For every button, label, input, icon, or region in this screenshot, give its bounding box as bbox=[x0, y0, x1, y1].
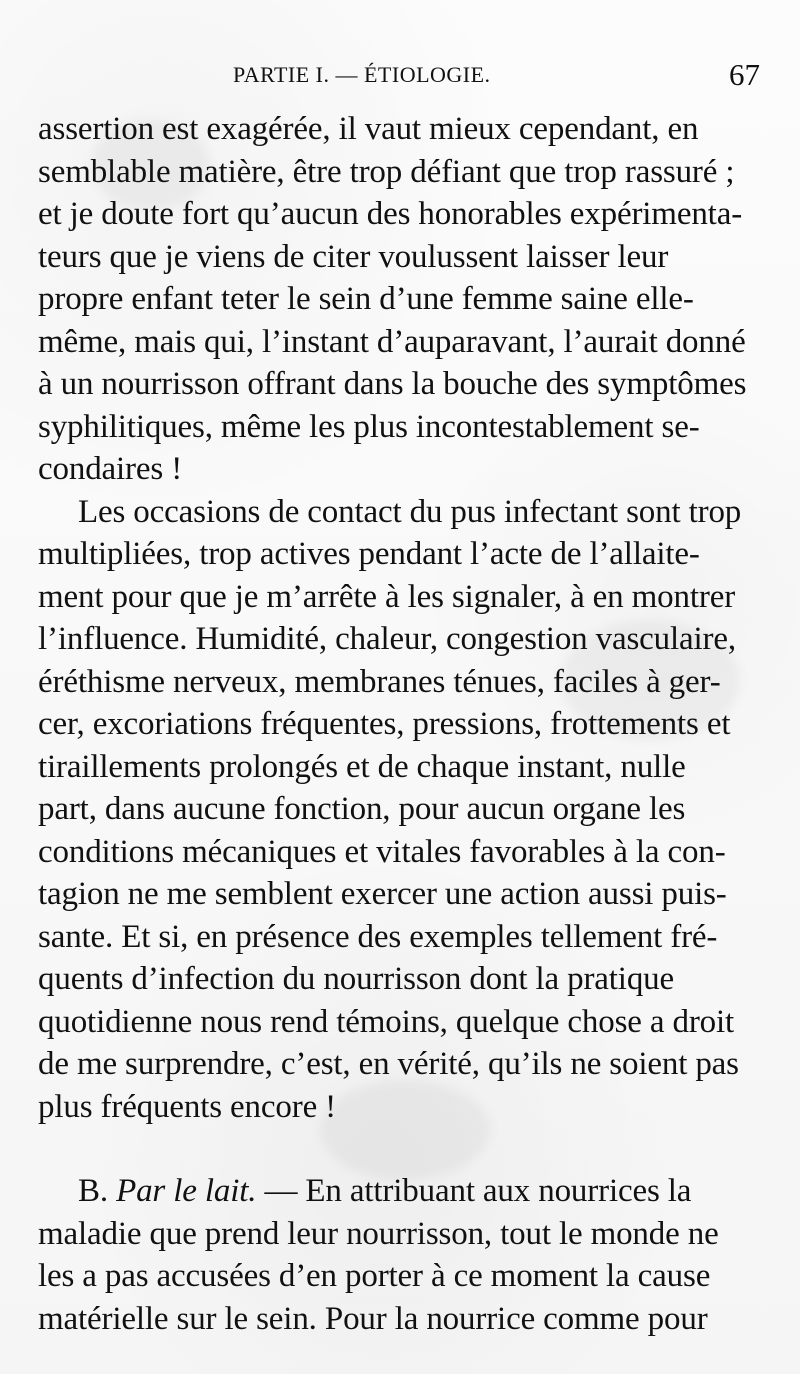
text-line: teurs que je viens de citer voulussent laisser leur bbox=[38, 238, 669, 275]
running-title: PARTIE I. — ÉTIOLOGIE. bbox=[233, 62, 491, 87]
text-line: les a pas accusées d’en porter à ce moment la cause bbox=[38, 1258, 711, 1294]
text-line: plus fréquents encore ! bbox=[38, 1088, 337, 1125]
text-line: condaires ! bbox=[38, 451, 183, 487]
text-line: et je doute fort qu’aucun des honorables expérimenta- bbox=[38, 196, 743, 232]
text-line: propre enfant teter le sein d’une femme saine elle- bbox=[38, 281, 694, 317]
text-line: syphilitiques, même les plus incontestablement se- bbox=[38, 408, 700, 445]
section-heading-rest: — En attribuant aux nourrices la bbox=[264, 1173, 692, 1209]
text-line: maladie que prend leur nourrisson, tout le monde ne bbox=[38, 1215, 719, 1252]
text-line: l’influence. Humidité, chaleur, congestion vasculaire, bbox=[38, 621, 736, 657]
text-line: à un nourrisson offrant dans la bouche des symptômes bbox=[38, 366, 747, 402]
text-line: assertion est exagérée, il vaut mieux cependant, en bbox=[38, 111, 699, 147]
text-line: quents d’infection du nourrisson dont la pratique bbox=[38, 961, 675, 997]
text-line: tiraillements prolongés et de chaque instant, nulle bbox=[38, 748, 686, 785]
paragraph-spacer bbox=[38, 1128, 762, 1170]
main-text bbox=[38, 108, 762, 1340]
text-line: matérielle sur le sein. Pour la nourrice comme pour bbox=[38, 1300, 708, 1337]
text-line: semblable matière, être trop défiant que trop rassuré ; bbox=[38, 153, 735, 190]
text-line: ment pour que je m’arrête à les signaler, à en montrer bbox=[38, 578, 736, 615]
text-line: de me surprendre, c’est, en vérité, qu’ils ne soient pas bbox=[38, 1046, 739, 1082]
text-line: éréthisme nerveux, membranes ténues, faciles à ger- bbox=[38, 663, 721, 700]
text-line: sante. Et si, en présence des exemples tellement fré- bbox=[38, 918, 718, 955]
text-line: part, dans aucune fonction, pour aucun organe les bbox=[38, 791, 686, 827]
text-line: quotidienne nous rend témoins, quelque chose a droit bbox=[38, 1003, 735, 1040]
section-label: B. bbox=[78, 1173, 108, 1209]
section-title: Par le lait. bbox=[116, 1173, 257, 1209]
text-line: multipliées, trop actives pendant l’acte de l’allaite- bbox=[38, 536, 700, 572]
text-line: tagion ne me semblent exercer une action aussi puis- bbox=[38, 876, 727, 912]
text-line: conditions mécaniques et vitales favorables à la con- bbox=[38, 833, 726, 870]
page-number: 67 bbox=[729, 57, 760, 92]
text-line: cer, excoriations fréquentes, pressions, frottements et bbox=[38, 706, 731, 742]
page-header bbox=[40, 58, 762, 92]
text-line: même, mais qui, l’instant d’auparavant, l’aurait donné bbox=[38, 323, 746, 360]
section-b-heading-line bbox=[38, 1170, 762, 1213]
paragraph-start-line: Les occasions de contact du pus infectant sont trop bbox=[78, 493, 742, 530]
